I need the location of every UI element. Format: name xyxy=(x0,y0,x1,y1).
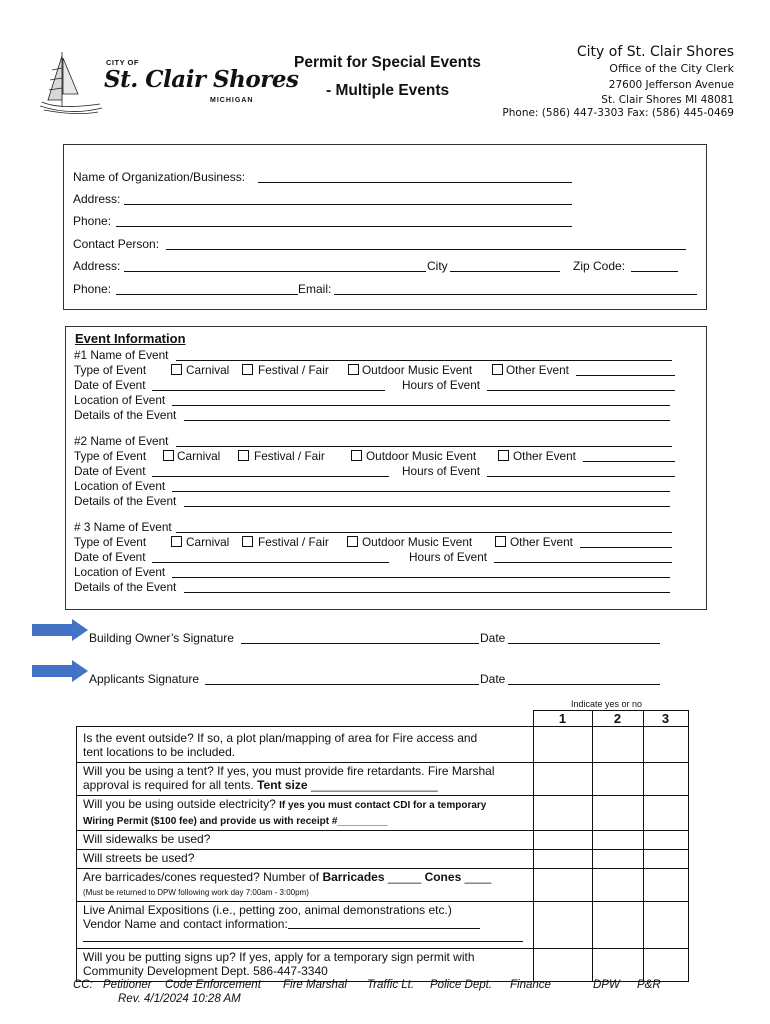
event-date-label: Date of Event xyxy=(74,378,146,392)
checkbox-outdoor-music[interactable] xyxy=(348,364,359,375)
question-animals xyxy=(77,902,689,949)
cc-petitioner: Petitioner xyxy=(103,979,152,991)
email-label: Email: xyxy=(298,282,332,296)
return-note: (Must be returned to DPW following work day 7:00am - 3:00pm) xyxy=(83,888,309,897)
event-hours-label: Hours of Event xyxy=(409,550,488,564)
event-date-label: Date of Event xyxy=(74,550,146,564)
office-address: 27600 Jefferson Avenue xyxy=(608,79,734,91)
answer-cell-3[interactable] xyxy=(643,796,688,831)
checkbox-carnival[interactable] xyxy=(171,364,182,375)
question-outside xyxy=(77,727,689,763)
event-location-field[interactable] xyxy=(172,405,670,406)
contact-person-label: Contact Person: xyxy=(73,237,160,251)
checkbox-carnival[interactable] xyxy=(163,450,174,461)
answer-cell-3[interactable] xyxy=(643,831,688,850)
phone-label: Phone: xyxy=(73,214,112,228)
question-electricity xyxy=(77,796,689,831)
option-festival-label: Festival / Fair xyxy=(258,535,329,549)
question-text xyxy=(77,949,534,982)
checkbox-festival[interactable] xyxy=(238,450,249,461)
applicant-signature-arrow-icon xyxy=(32,660,88,682)
checkbox-other[interactable] xyxy=(498,450,509,461)
column-header-2: 2 xyxy=(592,711,643,727)
zip-label: Zip Code: xyxy=(573,259,626,273)
tent-size-field[interactable]: ___________________ xyxy=(307,778,438,792)
office-name: City of St. Clair Shores xyxy=(576,44,734,60)
other-event-field[interactable] xyxy=(580,547,672,548)
answer-cell-1[interactable] xyxy=(533,763,592,796)
event-section-title: Event Information xyxy=(75,331,186,346)
question-streets xyxy=(77,850,689,869)
event-date-field[interactable] xyxy=(152,562,389,563)
event-location-label: Location of Event xyxy=(74,565,166,579)
answer-cell-1[interactable] xyxy=(533,902,592,949)
column-header-3: 3 xyxy=(643,711,688,727)
question-text xyxy=(77,727,534,763)
question-sidewalks xyxy=(77,831,689,850)
form-title: Permit for Special Events xyxy=(294,54,481,71)
question-barricades xyxy=(77,869,689,902)
column-header-1: 1 xyxy=(533,711,592,727)
logo-state-text: MICHIGAN xyxy=(210,97,254,104)
answer-cell-1[interactable] xyxy=(533,831,592,850)
event-name-field[interactable] xyxy=(176,360,672,361)
answer-cell-3[interactable] xyxy=(643,869,688,902)
logo-name-text: St. Clair Shores xyxy=(104,66,299,93)
option-carnival-label: Carnival xyxy=(177,449,221,463)
answer-cell-1[interactable] xyxy=(533,796,592,831)
event-details-field[interactable] xyxy=(184,506,670,507)
email-field[interactable] xyxy=(334,294,697,295)
answer-cell-3[interactable] xyxy=(643,727,688,763)
event-type-label: Type of Event xyxy=(74,449,147,463)
option-other-label: Other Event xyxy=(510,535,573,549)
tent-size-label: Tent size xyxy=(257,778,308,792)
option-carnival-label: Carnival xyxy=(186,535,230,549)
option-outdoor-music-label: Outdoor Music Event xyxy=(362,535,473,549)
checklist-table xyxy=(76,710,689,982)
electricity-note: If yes you must contact CDI for a temporary xyxy=(279,800,487,811)
contact-phone-label: Phone: xyxy=(73,282,112,296)
event-date-field[interactable] xyxy=(152,390,385,391)
question-line: Will you be using a tent? If yes, you must provide fire retardants. Fire Marshal xyxy=(83,764,495,778)
answer-cell-1[interactable] xyxy=(533,869,592,902)
answer-cell-1[interactable] xyxy=(533,727,592,763)
question-text xyxy=(77,869,534,902)
question-text xyxy=(77,796,534,831)
applicant-signature-label: Applicants Signature xyxy=(89,672,200,686)
cc-dpw: DPW xyxy=(593,979,620,991)
logo-city-text: CITY OF xyxy=(106,58,139,67)
address-field[interactable] xyxy=(124,204,572,205)
vendor-info-field-line2[interactable] xyxy=(83,935,523,942)
question-line: Is the event outside? If so, a plot plan/mapping of area for Fire access and xyxy=(83,731,478,745)
event-location-label: Location of Event xyxy=(74,393,166,407)
event-location-field[interactable] xyxy=(172,577,670,578)
applicant-date-label: Date xyxy=(480,672,506,686)
checkbox-festival[interactable] xyxy=(242,536,253,547)
option-festival-label: Festival / Fair xyxy=(254,449,325,463)
receipt-number-field[interactable]: _________ xyxy=(337,816,388,827)
question-line: Vendor Name and contact information: xyxy=(83,917,288,931)
question-line: tent locations to be included. xyxy=(83,745,236,759)
cc-finance: Finance xyxy=(510,979,551,991)
event-details-field[interactable] xyxy=(184,420,670,421)
barricades-label: Barricades xyxy=(322,870,385,884)
electricity-note: Wiring Permit ($100 fee) and provide us with receipt # xyxy=(83,816,338,827)
checkbox-carnival[interactable] xyxy=(171,536,182,547)
event-date-label: Date of Event xyxy=(74,464,146,478)
option-festival-label: Festival / Fair xyxy=(258,363,329,377)
cc-label: CC: xyxy=(73,979,93,991)
form-subtitle: - Multiple Events xyxy=(326,82,450,99)
event-details-label: Details of the Event xyxy=(74,580,177,594)
question-line: Community Development Dept. 586-447-3340 xyxy=(83,964,328,978)
event-location-label: Location of Event xyxy=(74,479,166,493)
phone-field[interactable] xyxy=(116,226,572,227)
revision-date: Rev. 4/1/2024 10:28 AM xyxy=(118,993,241,1005)
answer-cell-2[interactable] xyxy=(592,796,643,831)
barricades-count-field[interactable]: _____ xyxy=(384,870,425,884)
event-type-label: Type of Event xyxy=(74,363,147,377)
question-text: Will streets be used? xyxy=(77,850,534,869)
answer-cell-2[interactable] xyxy=(592,949,643,982)
owner-signature-field[interactable] xyxy=(241,643,479,644)
event-location-field[interactable] xyxy=(172,491,670,492)
question-text xyxy=(77,763,534,796)
applicant-date-field[interactable] xyxy=(508,684,660,685)
contact-person-field[interactable] xyxy=(166,249,686,250)
event-details-label: Details of the Event xyxy=(74,494,177,508)
contact-address-label: Address: xyxy=(73,259,121,273)
option-outdoor-music-label: Outdoor Music Event xyxy=(362,363,473,377)
question-signs xyxy=(77,949,689,982)
question-tent xyxy=(77,763,689,796)
vendor-info-field[interactable] xyxy=(288,917,480,929)
answer-cell-3[interactable] xyxy=(643,763,688,796)
question-line: Will you be putting signs up? If yes, apply for a temporary sign permit with xyxy=(83,950,475,964)
cc-fire-marshal: Fire Marshal xyxy=(283,979,347,991)
event-date-field[interactable] xyxy=(152,476,389,477)
answer-cell-2[interactable] xyxy=(592,831,643,850)
checklist-blank-header xyxy=(77,711,534,727)
answer-cell-2[interactable] xyxy=(592,763,643,796)
question-line: Are barricades/cones requested? Number of xyxy=(83,870,323,884)
event-name-field[interactable] xyxy=(176,446,672,447)
zip-field[interactable] xyxy=(631,271,678,272)
answer-cell-2[interactable] xyxy=(592,850,643,869)
answer-cell-3[interactable] xyxy=(643,949,688,982)
event-hours-label: Hours of Event xyxy=(402,378,481,392)
event-hours-field[interactable] xyxy=(494,562,672,563)
other-event-field[interactable] xyxy=(576,375,675,376)
office-phone: Phone: (586) 447-3303 Fax: (586) 445-0469 xyxy=(502,107,734,119)
cc-code-enforcement: Code Enforcement xyxy=(165,979,261,991)
address-label: Address: xyxy=(73,192,121,206)
checkbox-outdoor-music[interactable] xyxy=(347,536,358,547)
option-other-label: Other Event xyxy=(506,363,569,377)
cones-count-field[interactable]: ____ xyxy=(461,870,492,884)
contact-phone-field[interactable] xyxy=(116,294,298,295)
answer-cell-2[interactable] xyxy=(592,727,643,763)
checkbox-other[interactable] xyxy=(495,536,506,547)
option-other-label: Other Event xyxy=(513,449,576,463)
event-details-label: Details of the Event xyxy=(74,408,177,422)
owner-signature-label: Building Owner’s Signature xyxy=(89,631,234,645)
owner-date-label: Date xyxy=(480,631,506,645)
city-field[interactable] xyxy=(450,271,560,272)
cones-label: Cones xyxy=(424,870,462,884)
owner-signature-arrow-icon xyxy=(32,619,88,641)
office-dept: Office of the City Clerk xyxy=(609,62,734,75)
answer-cell-2[interactable] xyxy=(592,869,643,902)
event-type-label: Type of Event xyxy=(74,535,147,549)
event-hours-label: Hours of Event xyxy=(402,464,481,478)
org-name-label: Name of Organization/Business: xyxy=(73,170,246,184)
organization-box xyxy=(63,144,707,310)
city-label: City xyxy=(427,259,448,273)
event-hours-field[interactable] xyxy=(487,390,675,391)
checkbox-outdoor-music[interactable] xyxy=(351,450,362,461)
owner-date-field[interactable] xyxy=(508,643,660,644)
event-name-label: #2 Name of Event xyxy=(74,434,169,448)
event-name-label: #1 Name of Event xyxy=(74,348,169,362)
checkbox-festival[interactable] xyxy=(242,364,253,375)
answer-cell-3[interactable] xyxy=(643,850,688,869)
answer-cell-3[interactable] xyxy=(643,902,688,949)
question-line: Live Animal Expositions (i.e., petting zoo, animal demonstrations etc.) xyxy=(83,903,452,917)
checklist-instruction: Indicate yes or no xyxy=(571,699,643,709)
checkbox-other[interactable] xyxy=(492,364,503,375)
cc-pr: P&R xyxy=(637,979,661,991)
option-carnival-label: Carnival xyxy=(186,363,230,377)
event-details-field[interactable] xyxy=(184,592,670,593)
cc-police: Police Dept. xyxy=(430,979,493,991)
applicant-signature-field[interactable] xyxy=(205,684,479,685)
cc-traffic: Traffic Lt. xyxy=(367,979,415,991)
other-event-field[interactable] xyxy=(583,461,675,462)
question-line: approval is required for all tents. xyxy=(83,778,258,792)
office-city: St. Clair Shores MI 48081 xyxy=(601,94,734,106)
answer-cell-2[interactable] xyxy=(592,902,643,949)
question-line: Will you be using outside electricity? xyxy=(83,797,280,811)
answer-cell-1[interactable] xyxy=(533,949,592,982)
option-outdoor-music-label: Outdoor Music Event xyxy=(366,449,477,463)
org-name-field[interactable] xyxy=(258,182,572,183)
event-name-label: # 3 Name of Event xyxy=(74,520,172,534)
question-text: Will sidewalks be used? xyxy=(77,831,534,850)
answer-cell-1[interactable] xyxy=(533,850,592,869)
question-text xyxy=(77,902,534,949)
contact-address-field[interactable] xyxy=(124,271,426,272)
event-name-field[interactable] xyxy=(176,532,672,533)
event-hours-field[interactable] xyxy=(487,476,675,477)
